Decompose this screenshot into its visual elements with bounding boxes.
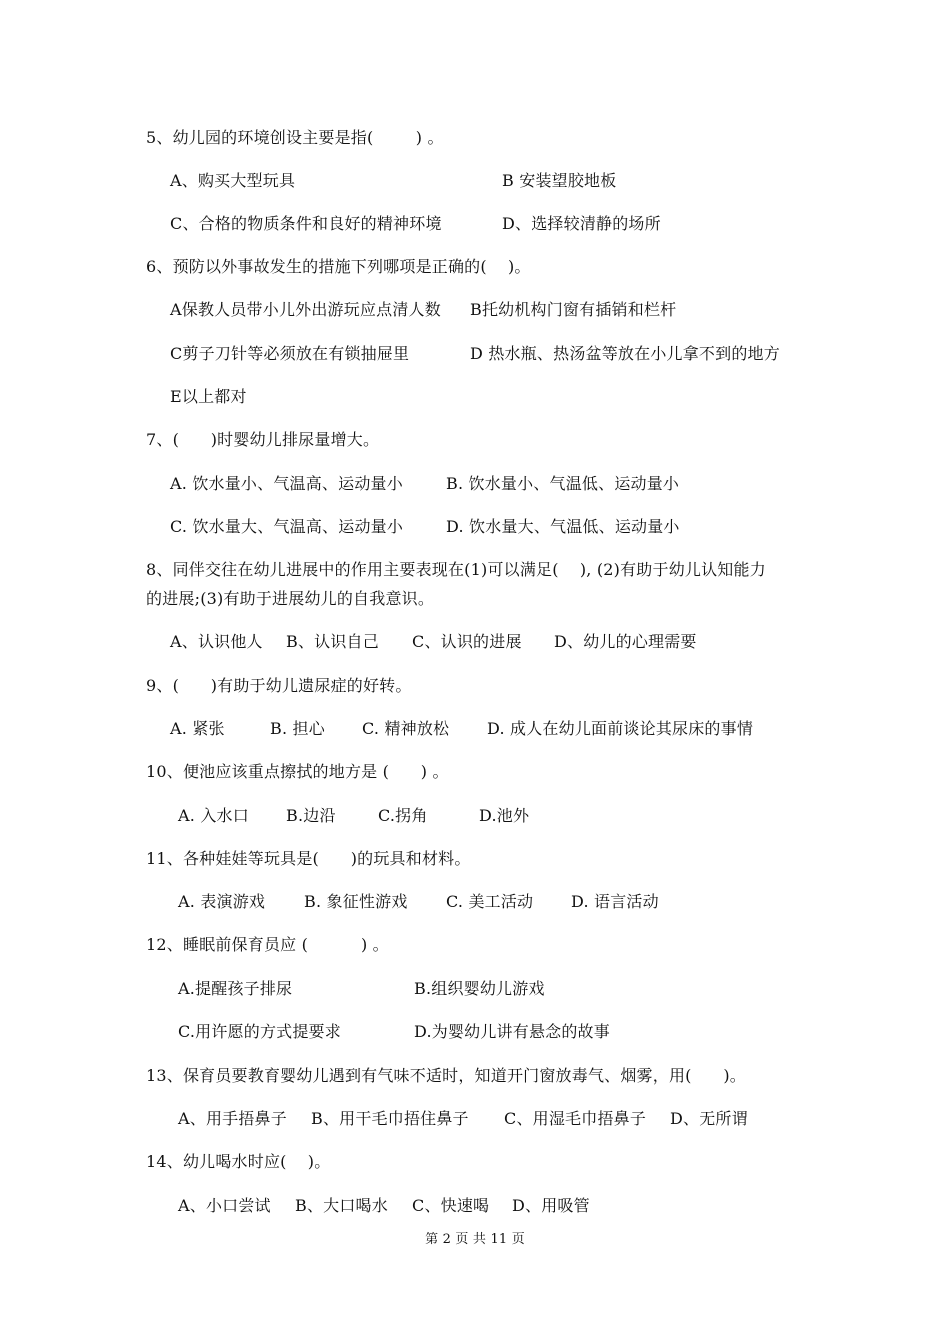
option-c: C. 精神放松 xyxy=(362,719,450,738)
option-c: C.用许愿的方式提要求 xyxy=(178,1022,341,1041)
option-a: A、小口尝试 xyxy=(178,1196,271,1215)
question-stem-line-2: 的进展;(3)有助于进展幼儿的自我意识。 xyxy=(146,589,435,608)
question-stem: 10、便池应该重点擦拭的地方是 ( ) 。 xyxy=(146,762,449,781)
option-a: A. 表演游戏 xyxy=(178,892,266,911)
option-d: D. 饮水量大、气温低、运动量小 xyxy=(446,517,680,536)
option-c: C.拐角 xyxy=(378,806,428,825)
option-d: D 热水瓶、热汤盆等放在小儿拿不到的地方 xyxy=(470,344,780,363)
option-a: A. 入水口 xyxy=(178,806,249,825)
option-a: A.提醒孩子排尿 xyxy=(178,979,293,998)
option-a: A、购买大型玩具 xyxy=(170,171,296,190)
option-c: C剪子刀针等必须放在有锁抽屉里 xyxy=(170,344,410,363)
option-c: C、用湿毛巾捂鼻子 xyxy=(504,1109,647,1128)
option-a: A. 饮水量小、气温高、运动量小 xyxy=(170,474,403,493)
option-b: B托幼机构门窗有插销和栏杆 xyxy=(470,300,677,319)
option-b: B、大口喝水 xyxy=(295,1196,388,1215)
question-stem: 12、睡眠前保育员应 ( ) 。 xyxy=(146,935,389,954)
question-stem: 6、预防以外事故发生的措施下列哪项是正确的( )。 xyxy=(146,257,531,276)
option-a: A保教人员带小儿外出游玩应点清人数 xyxy=(170,300,441,319)
option-b: B.边沿 xyxy=(286,806,336,825)
option-d: D、无所谓 xyxy=(670,1109,748,1128)
option-b: B. 饮水量小、气温低、运动量小 xyxy=(446,474,680,493)
option-d: D、用吸管 xyxy=(512,1196,590,1215)
page-number: 第 2 页 共 11 页 xyxy=(425,1232,525,1247)
question-stem: 5、幼儿园的环境创设主要是指( ) 。 xyxy=(146,128,444,147)
option-c: C. 美工活动 xyxy=(446,892,534,911)
option-d: D、幼儿的心理需要 xyxy=(554,632,697,651)
question-stem: 11、各种娃娃等玩具是( )的玩具和材料。 xyxy=(146,849,471,868)
option-b: B 安装望胶地板 xyxy=(502,171,617,190)
question-stem: 14、幼儿喝水时应( )。 xyxy=(146,1152,331,1171)
question-stem: 13、保育员要教育婴幼儿遇到有气味不适时，知道开门窗放毒气、烟雾，用( )。 xyxy=(146,1066,746,1085)
option-c: C、合格的物质条件和良好的精神环境 xyxy=(170,214,442,233)
question-stem: 7、( )时婴幼儿排尿量增大。 xyxy=(146,430,380,449)
option-c: C、快速喝 xyxy=(412,1196,490,1215)
option-c: C、认识的进展 xyxy=(412,632,522,651)
option-d: D.为婴幼儿讲有悬念的故事 xyxy=(414,1022,610,1041)
question-stem-line-1: 8、同伴交往在幼儿进展中的作用主要表现在(1)可以满足( ), (2)有助于幼儿认知能力 xyxy=(146,560,766,579)
option-e: E以上都对 xyxy=(170,387,247,406)
option-b: B、认识自己 xyxy=(286,632,379,651)
option-b: B. 象征性游戏 xyxy=(304,892,408,911)
option-b: B. 担心 xyxy=(270,719,325,738)
option-d: D、选择较清静的场所 xyxy=(502,214,661,233)
option-d: D. 成人在幼儿面前谈论其尿床的事情 xyxy=(487,719,754,738)
option-b: B.组织婴幼儿游戏 xyxy=(414,979,545,998)
option-a: A、用手捂鼻子 xyxy=(178,1109,287,1128)
option-a: A. 紧张 xyxy=(170,719,225,738)
option-d: D. 语言活动 xyxy=(571,892,659,911)
option-d: D.池外 xyxy=(479,806,530,825)
option-a: A、认识他人 xyxy=(170,632,263,651)
option-c: C. 饮水量大、气温高、运动量小 xyxy=(170,517,404,536)
option-b: B、用干毛巾捂住鼻子 xyxy=(311,1109,469,1128)
question-stem: 9、( )有助于幼儿遗尿症的好转。 xyxy=(146,676,412,695)
